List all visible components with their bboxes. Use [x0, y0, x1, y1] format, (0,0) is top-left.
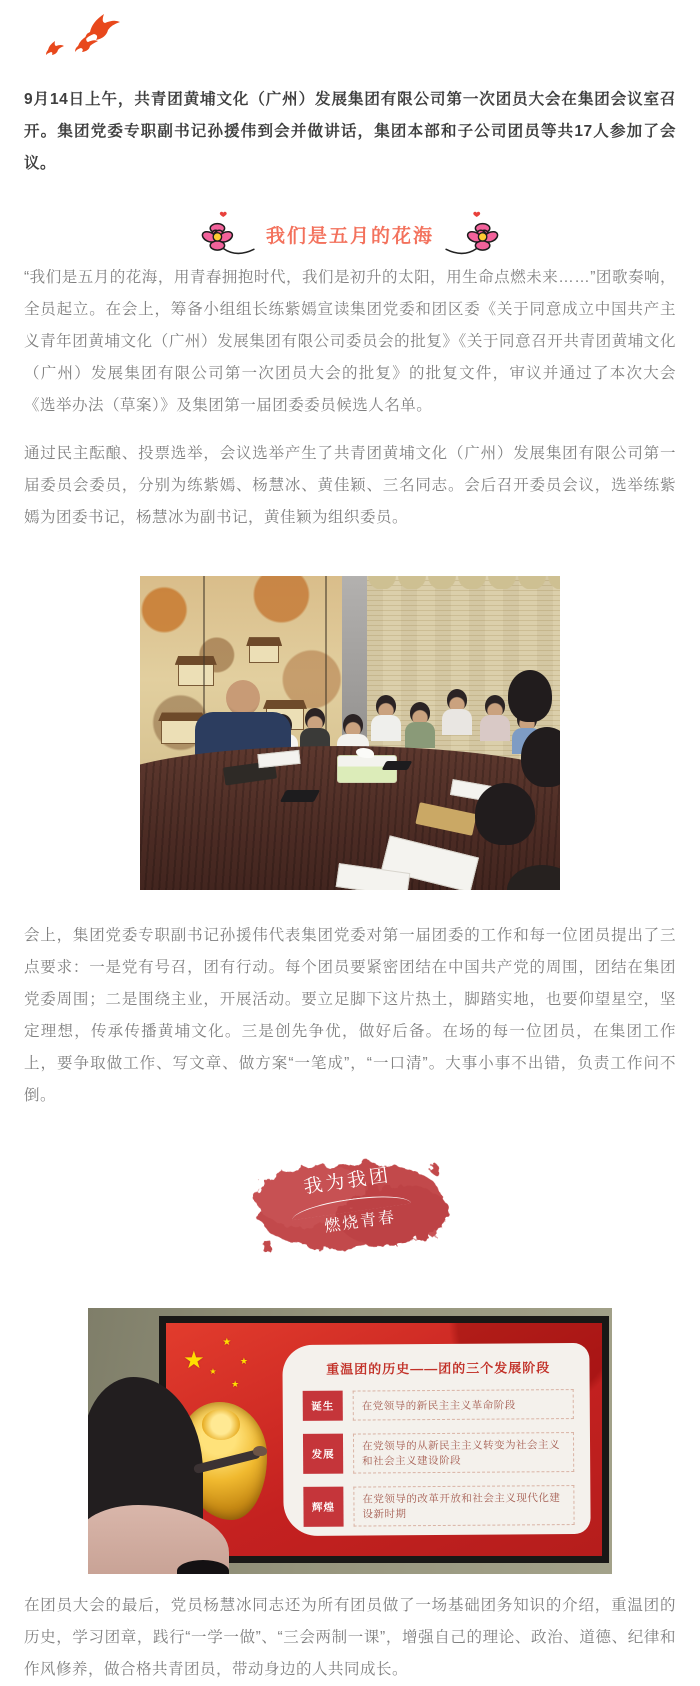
flower-icon	[198, 210, 256, 258]
slide-row-text: 在党领导的新民主主义革命阶段	[353, 1389, 575, 1421]
body-paragraph-1: “我们是五月的花海，用青春拥抱时代，我们是初升的太阳，用生命点燃未来……”团歌奏响，全员起立。在会上，筹备小组组长练紫嫣宣读集团党委和团区委《关于同意成立中国共产主义青年团黄埔文化（广州）发展集团有限公司委员会的批复》《关于同意召开共青团黄埔文化（广州）发展集团有限公司第一次团员大会的批复》的批复文件，审议并通过了本次大会《选举办法（草案）》及集团第一届团委委员候选人名单。	[24, 269, 676, 414]
birds-decoration	[22, 6, 142, 64]
slide-row-text: 在党领导的改革开放和社会主义现代化建设新时期	[354, 1485, 576, 1527]
blinds-valance	[367, 576, 560, 589]
person-figure	[480, 695, 510, 741]
badge-section	[0, 1142, 700, 1268]
presentation-photo[interactable]	[88, 1308, 612, 1574]
heart-icon	[220, 212, 227, 217]
slide	[166, 1323, 602, 1556]
bird-icon	[22, 6, 142, 64]
person-figure	[371, 695, 401, 741]
star-icon: ★	[231, 1378, 240, 1389]
star-icon: ★	[239, 1355, 248, 1366]
body-paragraph-2: 通过民主酝酿、投票选举，会议选举产生了共青团黄埔文化（广州）发展集团有限公司第一届委员会委员，分别为练紫嫣、杨慧冰、黄佳颖、三名同志。会后召开委员会议，选举练紫嫣为团委书记，杨慧冰为副书记，黄佳颖为组织委员。	[24, 445, 676, 526]
meeting-photo[interactable]	[140, 576, 560, 890]
speakerphone	[381, 761, 412, 770]
slide-row-text: 在党领导的从新民主主义转变为社会主义和社会主义建设阶段	[353, 1432, 575, 1474]
section-title: 我们是五月的花海	[265, 225, 434, 247]
outro-paragraph: 在团员大会的最后，党员杨慧冰同志还为所有团员做了一场基础团务知识的介绍，重温团的历史，学习团章，践行“一学一做”、“三会两制一课”，增强自己的理论、政治、道德、纪律和作风修养，做合格共青团员，带动身边的人共同成长。	[24, 1597, 676, 1678]
presenter-hand	[253, 1446, 267, 1456]
slide-title: 重温团的历史——团的三个发展阶段	[326, 1360, 551, 1377]
slide-row	[303, 1432, 575, 1474]
slide-row	[304, 1485, 576, 1527]
section-title-row	[0, 210, 700, 258]
person-figure	[508, 670, 552, 722]
person-figure	[442, 689, 472, 735]
slide-row-label: 发展	[303, 1434, 343, 1474]
display-screen	[159, 1316, 609, 1563]
slide-panel	[283, 1343, 592, 1537]
intro-paragraph: 9月14日上午，共青团黄埔文化（广州）发展集团有限公司第一次团员大会在集团会议室召开。集团党委专职副书记孙援伟到会并做讲话，集团本部和子公司团员等共17人参加了会议。	[24, 91, 676, 172]
badge-line1: 我为我团	[302, 1165, 393, 1199]
heart-icon	[473, 212, 480, 217]
person-figure	[475, 783, 535, 845]
slide-row-label: 辉煌	[304, 1487, 344, 1527]
star-icon: ★	[183, 1347, 205, 1375]
badge-line2: 燃烧青春	[323, 1208, 398, 1236]
star-icon: ★	[222, 1336, 232, 1348]
mural-house	[249, 645, 279, 663]
slide-row-label: 诞生	[303, 1391, 343, 1421]
flower-icon	[444, 210, 502, 258]
speech-paragraph: 会上，集团党委专职副书记孙援伟代表集团党委对第一届团委的工作和每一位团员提出了三点要求：一是党有号召，团有行动。每个团员要紧密团结在中国共产党的周围，团结在集团党委周围；二是围绕主业，开展活动。要立足脚下这片热土，脚踏实地，也要仰望星空，坚定理想，传承传播黄埔文化。三是创先争优，做好后备。在场的每一位团员，在集团工作上，要争取做工作、写文章、做方案“一笔成”，“一口清”。大事小事不出错，负责工作问不倒。	[24, 927, 676, 1104]
speakerphone	[280, 790, 320, 802]
star-icon: ★	[209, 1367, 217, 1377]
person-figure	[405, 702, 435, 748]
slide-row	[303, 1389, 575, 1421]
